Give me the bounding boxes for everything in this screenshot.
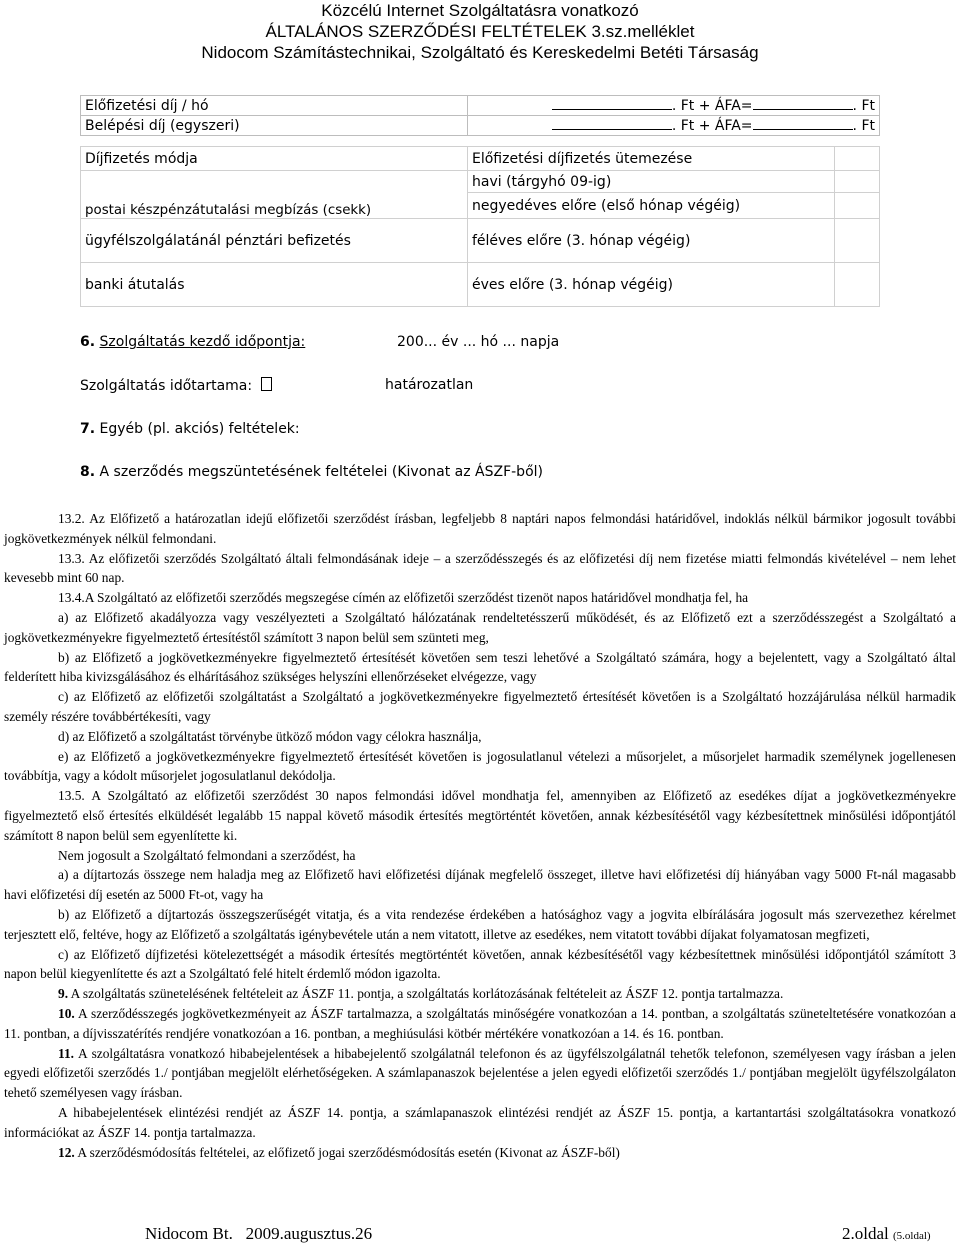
fee-table: [80, 95, 880, 136]
section-9: [4, 984, 956, 1004]
clause-13-5: 13.5. A Szolgáltató az előfizetői szerződést 30 napos felmondási idővel mondhatja fel, amennyiben az Előfizető az esedékes díjat a jogkövetkezményekre figyelmeztető első értesítés elküldését legalább 15 nappal követő második értesítés megtörténtét követően, annak kézbesítésétől vagy kézbesítettnek minősülési időpontjától számított 8 napon belül sem egyenlítette ki.: [4, 788, 956, 843]
clause-13-4-c: c) az Előfizető az előfizetői szolgáltatást a Szolgáltató a jogkövetkezményekre figyelmeztető értesítését követően is a Szolgáltató hozzájárulása nélkül harmadik személy részére továbbértékesíti, vagy: [4, 689, 956, 724]
payment-row-3: [81, 219, 880, 263]
section-11: [4, 1044, 956, 1103]
payment-row-1: [81, 171, 880, 193]
clause-no-termination-b: b) az Előfizető a díjtartozás összegszerűségét vitatja, és a vita rendezése érdekében a hatósághoz vagy a jogvita elbírálására jogosult más szervezethez kérelmet terjesztett elő, feltéve, hogy az Előfizető a szolgáltatás igénybevétele után a nem vitatott, illetve az esedékes, nem vitatott további díjakat folyamatosan megfizeti,: [4, 906, 956, 942]
service-duration-value: határozatlan: [385, 377, 474, 393]
duration-checkbox[interactable]: [261, 377, 272, 391]
monthly-fee-afa: . Ft + ÁFA=: [671, 98, 753, 114]
service-start-value: 200... év ... hó ... napja: [397, 334, 560, 350]
footer-page-number: [842, 1224, 931, 1244]
other-terms-row: [80, 421, 300, 437]
section-9-text: A szolgáltatás szünetelésének feltételeit az ÁSZF 11. pontja, a szolgáltatás korlátozásának feltételeit az ÁSZF 12. pontja tartalmazza.: [68, 986, 784, 1002]
entry-fee-blank: [552, 117, 672, 130]
monthly-fee-blank-2: [753, 97, 853, 110]
header-line-1: Közcélú Internet Szolgáltatásra vonatkozó: [321, 1, 639, 20]
clause-13-3: 13.3. Az előfizetői szerződés Szolgáltató általi felmondásának ideje – a szerződésszegés és az előfizetési díj nem fizetése miatti felmondás kivételével – nem lehet kevesebb mint 60 nap.: [4, 550, 956, 586]
clause-no-termination: Nem jogosult a Szolgáltató felmondani a szerződést, ha: [58, 847, 356, 863]
entry-fee-value: [468, 116, 880, 136]
service-start-row: [80, 334, 305, 350]
clause-13-4-d: d) az Előfizető a szolgáltatást törvénybe ütköző módon vagy célokra használja,: [58, 728, 482, 744]
header-line-2: ÁLTALÁNOS SZERZŐDÉSI FELTÉTELEK 3.sz.melléklet: [265, 22, 695, 41]
legal-text: [4, 509, 956, 1162]
monthly-fee-label: Előfizetési díj / hó: [81, 96, 468, 116]
monthly-fee-blank: [552, 97, 672, 110]
other-terms-label: Egyéb (pl. akciós) feltételek:: [99, 421, 300, 437]
footer-company-date: Nidocom Bt. 2009.augusztus.26: [145, 1224, 373, 1243]
entry-fee-ft: . Ft: [852, 118, 875, 134]
payment-table: [80, 146, 880, 307]
section-11-text: A szolgáltatásra vonatkozó hibabejelentések a hibabejelentő szolgálatnál telefonon és az ügyfélszolgálatnál tehetők telefonon, személyesen vagy írásban a jelen egyedi előfizetői szerződés 1./ pontjában megjelölt elérhetőségeken. A számlapanaszok bejelentése a jelen egyedi előfizetői szerződés 1./ pontjában megjelölt ügyfélszolgálaton tehető személyesen vagy írásban.: [4, 1045, 956, 1101]
termination-heading-row: [80, 464, 543, 480]
header-line-3: Nidocom Számítástechnikai, Szolgáltató és Kereskedelmi Betéti Társaság: [201, 43, 759, 62]
clause-13-4: 13.4.A Szolgáltató az előfizetői szerződés megszegése címén az előfizetői szerződést tizenöt napos határidővel mondhatja fel, ha: [58, 590, 749, 606]
method-postal: postai készpénzátutalási megbízás (csekk): [81, 171, 468, 219]
section-6-number: 6.: [80, 334, 96, 350]
footer-total-pages: (5.oldal): [893, 1230, 931, 1242]
section-11-number: 11.: [58, 1045, 74, 1061]
clause-no-termination-c: c) az Előfizető díjfizetési kötelezettségét a második értesítés megtörténtét követően, annak kézbesítésétől vagy kézbesítettnek minősülési időpontjától számított 3 napon belül kiegyenlítette és azt a Szolgáltató felé hitelt érdemlő módon igazolta.: [4, 946, 956, 982]
service-duration-label-row: [80, 377, 272, 394]
service-start-label: Szolgáltatás kezdő időpontja:: [99, 334, 306, 350]
payment-row-header: [81, 147, 880, 171]
service-duration-label: Szolgáltatás időtartama:: [80, 378, 253, 394]
footer-page: 2.oldal: [842, 1224, 889, 1243]
method-bank: banki átutalás: [81, 263, 468, 307]
clause-no-termination-a: a) a díjtartozás összege nem haladja meg az Előfizető havi előfizetési díjának megfelelő összeget, illetve havi előfizetési díj hiányában vagy 5000 Ft-nál magasabb havi előfizetési díj esetén az 5000 Ft-ot, vagy ha: [4, 867, 956, 903]
schedule-halfyear: féléves előre (3. hónap végéig): [468, 219, 835, 263]
entry-fee-label: Belépési díj (egyszeri): [81, 116, 468, 136]
section-10-number: 10.: [58, 1005, 75, 1021]
section-10-text: A szerződésszegés jogkövetkezményeit az ÁSZF tartalmazza, a szolgáltatás minőségére vonatkozóan a 14. pontban, a szolgáltatás szüneteltetésére vonatkozóan a 11. pontban, a díjvisszatérítés rendjére vonatkozóan a 16. pontban, a meghiúsulási kötbér mértékére vonatkozóan a 14. és 16. pontban.: [4, 1005, 956, 1041]
clause-13-4-e: e) az Előfizető a jogkövetkezményekre figyelmeztető értesítését követően is jogosulatlanul vételezi a műsorjelet, a műsorjelet harmadik személynek jogellenesen továbbítja, vagy a kódolt műsorjelet jogosulatlanul dekódolja.: [4, 748, 956, 784]
section-7-number: 7.: [80, 421, 96, 437]
section-11-complaints: A hibabejelentések elintézési rendjét az ÁSZF 14. pontja, a számlapanaszok elintézési rendjét az ÁSZF 15. pontja, a kartantartási szolgáltatásokra vonatkozó információkat az ÁSZF 14. pontja tartalmazza.: [4, 1104, 956, 1140]
clause-13-4-b: b) az Előfizető a jogkövetkezményekre figyelmeztető értesítését követően sem teszi lehetővé a Szolgáltató számára, hogy a bejelentett, vagy a Szolgáltató által felderített hiba kivizsgálásához és elhárításához szükséges helyszíni ellenőrzéseket elvégezze, vagy: [4, 649, 956, 685]
schedule-yearly: éves előre (3. hónap végéig): [468, 263, 835, 307]
fee-row-monthly: [81, 96, 880, 116]
schedule-header: Előfizetési díjfizetés ütemezése: [468, 147, 835, 171]
section-8-number: 8.: [80, 464, 96, 480]
entry-fee-blank-2: [753, 117, 853, 130]
section-9-number: 9.: [58, 986, 69, 1002]
entry-fee-afa: . Ft + ÁFA=: [671, 118, 753, 134]
document-header: [0, 0, 960, 63]
termination-heading: A szerződés megszüntetésének feltételei (Kivonat az ÁSZF-ből): [99, 464, 543, 480]
monthly-fee-value: [468, 96, 880, 116]
clause-13-2: 13.2. Az Előfizető a határozatlan idejű előfizetői szerződést írásban, legfeljebb 8 naptári napos felmondási határidővel, indoklás nélkül bármikor jogosult további jogkövetkezmények nélkül felmondani.: [4, 511, 956, 546]
method-cashier: ügyfélszolgálatánál pénztári befizetés: [81, 219, 468, 263]
fee-row-entry: [81, 116, 880, 136]
schedule-monthly: havi (tárgyhó 09-ig): [468, 171, 835, 193]
monthly-fee-ft: . Ft: [852, 98, 875, 114]
clause-13-4-a: a) az Előfizető akadályozza vagy veszélyezteti a Szolgáltató hálózatának rendeltetésszerű működését, és az Előfizető ezt a szerződésszegést a Szolgáltató a jogkövetkezményekre figyelmeztető értesítéstől számított 3 napon belül sem szünteti meg,: [4, 609, 956, 645]
schedule-quarterly: negyedéves előre (első hónap végéig): [468, 193, 835, 219]
section-10: [4, 1004, 956, 1044]
section-12-number: 12.: [58, 1144, 75, 1160]
method-header: Díjfizetés módja: [81, 147, 468, 171]
section-12-text: A szerződésmódosítás feltételei, az előfizető jogai szerződésmódosítás esetén (Kivonat az ÁSZF-ből): [74, 1144, 620, 1160]
payment-row-4: [81, 263, 880, 307]
section-12: [4, 1143, 956, 1163]
